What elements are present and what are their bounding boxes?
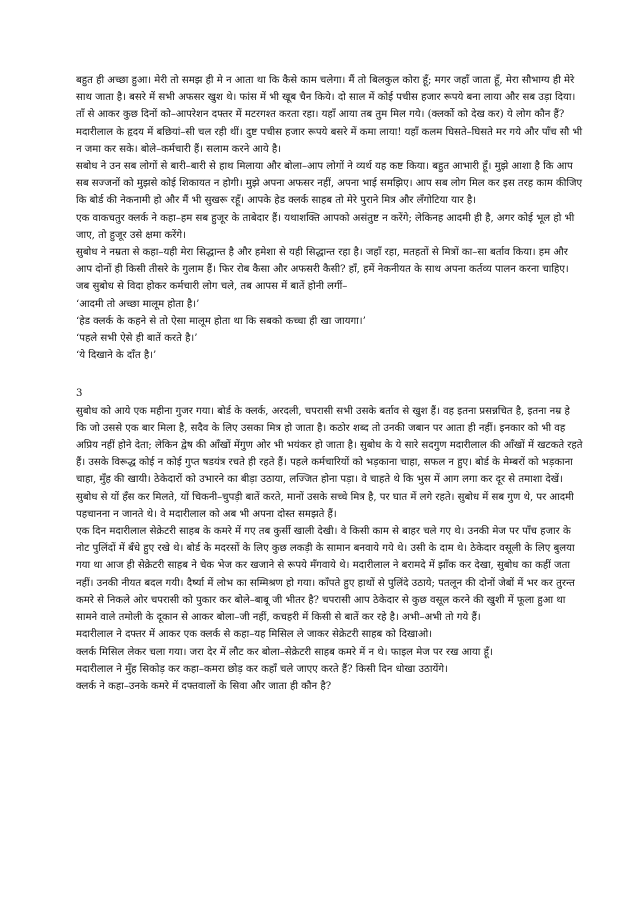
paragraph: सुबोध ने नम्रता से कहा–यही मेरा सिद्धान्त है और हमेशा से यही सिद्धान्त रहा है। जहाँ रहा, मतहतों से मित्रों का–सा बर्ताव किया। हम और आप दोनों ही किसी तीसरे के गुलाम हैं। फिर रोब कैसा और अफसरी कैसी? हाँ, हमें नेकनीयत के साथ अपना कर्तव्य पालन करना चाहिए। [76,247,569,276]
paragraph: क्लर्क मिसिल लेकर चला गया। जरा देर में लौट कर बोला–सेक्रेटरी साहब कमरे में न थे। फाइल मेज पर रख आया हूँ। [76,646,493,658]
paragraph: क्लर्क ने कहा–उनके कमरे में दफ्तवालों के सिवा और जाता ही कौन है? [76,680,332,692]
dialogue-line: ‘पहले सभी ऐसे ही बातें करते है।’ [76,333,198,345]
paragraph: सुबोध को आये एक महीना गुजर गया। बोर्ड के क्लर्क, अरदली, चपरासी सभी उसके बर्ताव से खुश हैं। वह इतना प्रसन्नचित है, इतना नम्र हे कि जो उससे एक बार मिला है, सदैव के लिए उसका मित्र हो जाता है। कठोर शब्द तो उनकी जबान पर आता ही नहीं। इनकार को भी वह अप्रिय नहीं होने देता; लेकिन द्वेष की आँखों मेंगुण ओर भी भयंकर हो जाता है। सुबोध के ये सारे सदगुण मदारीलाल की आँखों में खटकते रहते हैं। उसके विरूद्ध कोई न कोई गुप्त षडयंत्र रचते ही रहते हैं। पहले कर्मचारियों को भड़काना चाहा, सफल न हुए। बोर्ड के मेम्बरों को भड़काना चाहा, मुँह की खायी। ठेकेदारों को उभारने का बीड़ा उठाया, लज्जित होना पड़ा। वे चाहते थे कि भुस में आग लगा कर दूर से तमाशा देखें। सुबोध से यों हँस कर मिलते, यों चिकनी–चुपड़ी बातें करते, मानों उसके सच्चे मित्र है, पर घात में लगे रहते। सुबोध में सब गुण थे, पर आदमी पहचानना न जानते थे। वे मदारीलाल को अब भी अपना दोस्त समझते हैं। [76,405,583,520]
section-2 [76,385,583,695]
section-1 [76,72,583,364]
paragraph: जब सुबोध से विदा होकर कर्मचारी लोग चले, तब आपस में बातें होनी लगीं– [76,281,348,293]
paragraph: सबोध ने उन सब लोगों से बारी–बारी से हाथ मिलाया और बोला–आप लोगों ने व्यर्थ यह कष्ट किया। बहुत आभारी हूँ। मुझे आशा है कि आप सब सज्जनों को मुझसे कोई शिकायत न होगी। मुझे अपना अफसर नहीं, अपना भाई समझिए। आप सब लोग मिल कर इस तरह काम कीजिए कि बोर्ड की नेकनामी हो और मैं भी सुखरू रहूँ। आपके हेड क्लर्क साहब तो मेरे पुराने मित्र और लँगोटिया यार है। [76,161,583,207]
paragraph: मदारीलाल ने दफ्तर में आकर एक क्लर्क से कहा–यह मिसिल ले जाकर सेक्रेटरी साहब को दिखाओ। [76,629,433,641]
dialogue-line: ‘हेड क्लर्क के कहने से तो ऐसा मालूम होता था कि सबको कच्चा ही खा जायगा।’ [76,315,366,327]
dialogue-line: ‘ये दिखाने के दाँत है।’ [76,350,157,362]
section-number: 3 [76,388,83,400]
paragraph: एक वाकचतुर क्लर्क ने कहा–हम सब हुजूर के ताबेदार हैं। यथाशक्ति आपको असंतुष्ट न करेंगे; लेकिनह आदमी ही है, अगर कोई भूल हो भी जाए, तो हुजूर उसे क्षमा करेंगे। [76,212,575,241]
dialogue-line: ‘आदमी तो अच्छा मालूम होता है।’ [76,298,200,310]
paragraph: मदारीलाल ने मुँह सिकोड़ कर कहा–कमरा छोड़ कर कहाँ चले जाएए करते हैं? किसी दिन धोखा उठायेंगे। [76,663,448,675]
paragraph: बहुत ही अच्छा हुआ। मेरी तो समझ ही मे न आता था कि कैसे काम चलेगा। मैं तो बिलकुल कोरा हूँ; मगर जहाँ जाता हूँ, मेरा सौभाग्य ही मेरे साथ जाता है। बसरे में सभी अफसर खुश थे। फांस में भी खूब चैन किये। दो साल में कोई पचीस हजार रूपये बना लाया और सब उड़ा दिया। ताँ से आकर कुछ दिनों को–आपरेशन दफ्तर में मटरगश्त करता रहा। यहाँ आया तब तुम मिल गये। (क्लर्को को देख कर) ये लोग कौन हैं? [76,75,576,121]
paragraph: एक दिन मदारीलाल सेक्रेटरी साहब के कमरे में गए तब कुर्सी खाली देखी। वे किसी काम से बाहर चले गए थे। उनकी मेज पर पाँच हजार के नोट पुलिंदों में बँधे हुए रखे थे। बोर्ड के मदरसों के लिए कुछ लकड़ी के सामान बनवाये गये थे। उसी के दाम थे। ठेकेदार वसूली के लिए बुलया गया था आज ही सेक्रेटरी साहब ने चेक भेज कर खजाने से रूपये मँगवाये थे। मदारीलाल ने बरामदे में झाँक कर देखा, सुबोध का कहीं जता नहीं। उनकी नीयत बदल गयी। दैर्ष्या में लोभ का सम्मिश्रण हो गया। काँपते हुए हाथों से पुलिंदे उठाये; पतलून की दोनों जेबों में भर कर तुरन्त कमरे से निकले ओर चपरासी को पुकार कर बोले–बाबू जी भीतर है? चपरासी आप ठेकेदार से कुछ वसूल करने की खुशी में फूला हुआ था सामने वाले तमोली के दूकान से आकर बोला–जी नहीं, कचहरी में किसी से बातें कर रहे है। अभी–अभी तो गये हैं। [76,526,575,624]
paragraph: मदारीलाल के हृदय में बछियां–सी चल रही थीं। दुष्ट पचीस हजार रूपये बसरे में कमा लाया! यहाँ कलम घिसते–घिसते मर गये और पाँच सौ भी न जमा कर सके। बोले–कर्मचारी हैं। सलाम करने आये है। [76,126,583,155]
